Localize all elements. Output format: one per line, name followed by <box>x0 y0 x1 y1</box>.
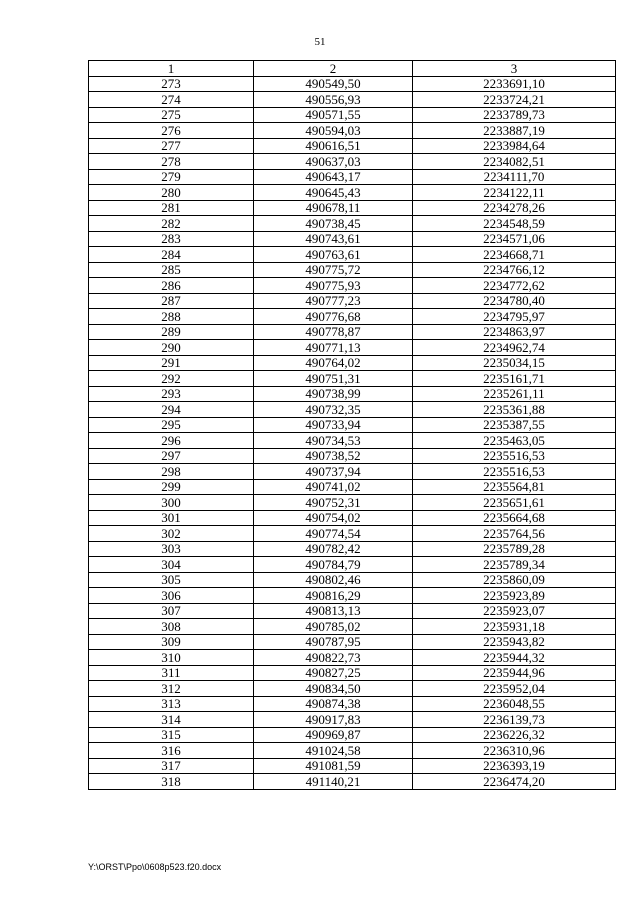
table-cell: 302 <box>89 526 254 542</box>
table-row <box>89 293 616 309</box>
table-cell: 2235564,81 <box>413 479 616 495</box>
table-cell: 2236393,19 <box>413 758 616 774</box>
table-row <box>89 464 616 480</box>
table-cell: 292 <box>89 371 254 387</box>
table-row <box>89 340 616 356</box>
table-row <box>89 541 616 557</box>
table-row <box>89 107 616 123</box>
table-cell: 490734,53 <box>254 433 413 449</box>
table-cell: 490738,45 <box>254 216 413 232</box>
table-cell: 490738,52 <box>254 448 413 464</box>
table-cell: 2233984,64 <box>413 138 616 154</box>
table-cell: 2234571,06 <box>413 231 616 247</box>
table-row <box>89 386 616 402</box>
table-cell: 490732,35 <box>254 402 413 418</box>
table-cell: 2235161,71 <box>413 371 616 387</box>
table-row <box>89 433 616 449</box>
table-cell: 490827,25 <box>254 665 413 681</box>
table-header-row <box>89 61 616 77</box>
table-cell: 2234863,97 <box>413 324 616 340</box>
table-row <box>89 758 616 774</box>
table-cell: 490754,02 <box>254 510 413 526</box>
table-cell: 490775,93 <box>254 278 413 294</box>
table-cell: 275 <box>89 107 254 123</box>
table-cell: 305 <box>89 572 254 588</box>
table-cell: 287 <box>89 293 254 309</box>
table-cell: 2235923,89 <box>413 588 616 604</box>
table-cell: 295 <box>89 417 254 433</box>
table-cell: 290 <box>89 340 254 356</box>
table-cell: 288 <box>89 309 254 325</box>
table-cell: 2235952,04 <box>413 681 616 697</box>
table-row <box>89 76 616 92</box>
table-cell: 2235923,07 <box>413 603 616 619</box>
table-cell: 490775,72 <box>254 262 413 278</box>
table-cell: 490822,73 <box>254 650 413 666</box>
table-cell: 2235261,11 <box>413 386 616 402</box>
table-row <box>89 92 616 108</box>
table-cell: 314 <box>89 712 254 728</box>
table-cell: 490813,13 <box>254 603 413 619</box>
table-cell: 297 <box>89 448 254 464</box>
table-row <box>89 231 616 247</box>
table-cell: 2236310,96 <box>413 743 616 759</box>
table-cell: 490616,51 <box>254 138 413 154</box>
table-cell: 300 <box>89 495 254 511</box>
table-cell: 2235944,96 <box>413 665 616 681</box>
table-cell: 490643,17 <box>254 169 413 185</box>
table-cell: 2235944,32 <box>413 650 616 666</box>
table-cell: 490787,95 <box>254 634 413 650</box>
table-cell: 2234772,62 <box>413 278 616 294</box>
table-cell: 283 <box>89 231 254 247</box>
table-cell: 2235651,61 <box>413 495 616 511</box>
table-cell: 490741,02 <box>254 479 413 495</box>
table-cell: 293 <box>89 386 254 402</box>
table-row <box>89 262 616 278</box>
table-cell: 298 <box>89 464 254 480</box>
table-cell: 312 <box>89 681 254 697</box>
table-cell: 490785,02 <box>254 619 413 635</box>
table-cell: 490816,29 <box>254 588 413 604</box>
table-cell: 2234278,26 <box>413 200 616 216</box>
table-row <box>89 402 616 418</box>
table-cell: 294 <box>89 402 254 418</box>
table-row <box>89 123 616 139</box>
table-cell: 299 <box>89 479 254 495</box>
table-cell: 303 <box>89 541 254 557</box>
table-row <box>89 200 616 216</box>
table-cell: 279 <box>89 169 254 185</box>
table-cell: 2235516,53 <box>413 464 616 480</box>
table-cell: 490778,87 <box>254 324 413 340</box>
table-cell: 490743,61 <box>254 231 413 247</box>
table-row <box>89 185 616 201</box>
table-row <box>89 681 616 697</box>
table-row <box>89 572 616 588</box>
table-cell: 315 <box>89 727 254 743</box>
table-row <box>89 169 616 185</box>
table-cell: 2233691,10 <box>413 76 616 92</box>
page-number: 51 <box>314 36 326 48</box>
table-cell: 296 <box>89 433 254 449</box>
table-cell: 284 <box>89 247 254 263</box>
table-cell: 2235764,56 <box>413 526 616 542</box>
table-cell: 282 <box>89 216 254 232</box>
table-cell: 2234668,71 <box>413 247 616 263</box>
table-cell: 490774,54 <box>254 526 413 542</box>
table-cell: 2236139,73 <box>413 712 616 728</box>
table-cell: 306 <box>89 588 254 604</box>
table-row <box>89 727 616 743</box>
table-cell: 285 <box>89 262 254 278</box>
table-cell: 490549,50 <box>254 76 413 92</box>
table-cell: 2235789,34 <box>413 557 616 573</box>
table-cell: 2233789,73 <box>413 107 616 123</box>
table-cell: 490763,61 <box>254 247 413 263</box>
table-cell: 2236048,55 <box>413 696 616 712</box>
table-row <box>89 278 616 294</box>
table-cell: 280 <box>89 185 254 201</box>
table-row <box>89 603 616 619</box>
table-cell: 2234766,12 <box>413 262 616 278</box>
table-cell: 2235664,68 <box>413 510 616 526</box>
table-cell: 490556,93 <box>254 92 413 108</box>
table-cell: 2235860,09 <box>413 572 616 588</box>
table-row <box>89 448 616 464</box>
table-cell: 2236226,32 <box>413 727 616 743</box>
table-cell: 281 <box>89 200 254 216</box>
table-cell: 307 <box>89 603 254 619</box>
table-cell: 490777,23 <box>254 293 413 309</box>
table-cell: 291 <box>89 355 254 371</box>
table-cell: 308 <box>89 619 254 635</box>
table-cell: 304 <box>89 557 254 573</box>
table-row <box>89 417 616 433</box>
table-cell: 274 <box>89 92 254 108</box>
table-cell: 490733,94 <box>254 417 413 433</box>
table-row <box>89 634 616 650</box>
table-row <box>89 510 616 526</box>
table-row <box>89 371 616 387</box>
table-cell: 2235463,05 <box>413 433 616 449</box>
table-cell: 2234122,11 <box>413 185 616 201</box>
table-cell: 2235361,88 <box>413 402 616 418</box>
table-cell: 490645,43 <box>254 185 413 201</box>
table-cell: 2235034,15 <box>413 355 616 371</box>
table-cell: 490917,83 <box>254 712 413 728</box>
table-cell: 490764,02 <box>254 355 413 371</box>
table-cell: 490752,31 <box>254 495 413 511</box>
table-cell: 490874,38 <box>254 696 413 712</box>
table-row <box>89 774 616 790</box>
table-cell: 2236474,20 <box>413 774 616 790</box>
table-row <box>89 619 616 635</box>
table-row <box>89 495 616 511</box>
table-row <box>89 138 616 154</box>
table-cell: 2233724,21 <box>413 92 616 108</box>
table-row <box>89 557 616 573</box>
column-header: 2 <box>254 61 413 77</box>
table-cell: 491081,59 <box>254 758 413 774</box>
table-row <box>89 696 616 712</box>
table-row <box>89 712 616 728</box>
table-row <box>89 650 616 666</box>
table-cell: 490969,87 <box>254 727 413 743</box>
coordinates-table <box>88 60 616 790</box>
table-cell: 2234111,70 <box>413 169 616 185</box>
table-cell: 491140,21 <box>254 774 413 790</box>
table-cell: 2235516,53 <box>413 448 616 464</box>
table-cell: 490771,13 <box>254 340 413 356</box>
table-cell: 309 <box>89 634 254 650</box>
table-cell: 311 <box>89 665 254 681</box>
table-cell: 2234795,97 <box>413 309 616 325</box>
table-cell: 318 <box>89 774 254 790</box>
table-row <box>89 526 616 542</box>
table-row <box>89 154 616 170</box>
table-row <box>89 588 616 604</box>
table-cell: 490637,03 <box>254 154 413 170</box>
table-cell: 490594,03 <box>254 123 413 139</box>
table-cell: 490751,31 <box>254 371 413 387</box>
file-path-footer: Y:\ORST\Ppo\0608p523.f20.docx <box>88 862 222 872</box>
table-cell: 490678,11 <box>254 200 413 216</box>
table-cell: 2234082,51 <box>413 154 616 170</box>
table-cell: 289 <box>89 324 254 340</box>
table-cell: 490737,94 <box>254 464 413 480</box>
table-cell: 2235387,55 <box>413 417 616 433</box>
table-row <box>89 324 616 340</box>
table-row <box>89 743 616 759</box>
column-header: 3 <box>413 61 616 77</box>
table-cell: 310 <box>89 650 254 666</box>
table-row <box>89 247 616 263</box>
table-row <box>89 479 616 495</box>
table-cell: 491024,58 <box>254 743 413 759</box>
table-cell: 490802,46 <box>254 572 413 588</box>
table-cell: 490571,55 <box>254 107 413 123</box>
table-cell: 286 <box>89 278 254 294</box>
table-cell: 490782,42 <box>254 541 413 557</box>
table-cell: 2234548,59 <box>413 216 616 232</box>
table-cell: 277 <box>89 138 254 154</box>
column-header: 1 <box>89 61 254 77</box>
table-cell: 317 <box>89 758 254 774</box>
table-row <box>89 665 616 681</box>
table-cell: 490834,50 <box>254 681 413 697</box>
table-cell: 276 <box>89 123 254 139</box>
table-cell: 2234780,40 <box>413 293 616 309</box>
table-cell: 301 <box>89 510 254 526</box>
table-cell: 2234962,74 <box>413 340 616 356</box>
table-row <box>89 216 616 232</box>
table-cell: 490776,68 <box>254 309 413 325</box>
table-cell: 316 <box>89 743 254 759</box>
table-cell: 313 <box>89 696 254 712</box>
table-cell: 2235789,28 <box>413 541 616 557</box>
table-cell: 273 <box>89 76 254 92</box>
table-cell: 490738,99 <box>254 386 413 402</box>
table-cell: 2233887,19 <box>413 123 616 139</box>
table-cell: 278 <box>89 154 254 170</box>
table-row <box>89 355 616 371</box>
table-cell: 490784,79 <box>254 557 413 573</box>
table-row <box>89 309 616 325</box>
table-cell: 2235931,18 <box>413 619 616 635</box>
table-cell: 2235943,82 <box>413 634 616 650</box>
